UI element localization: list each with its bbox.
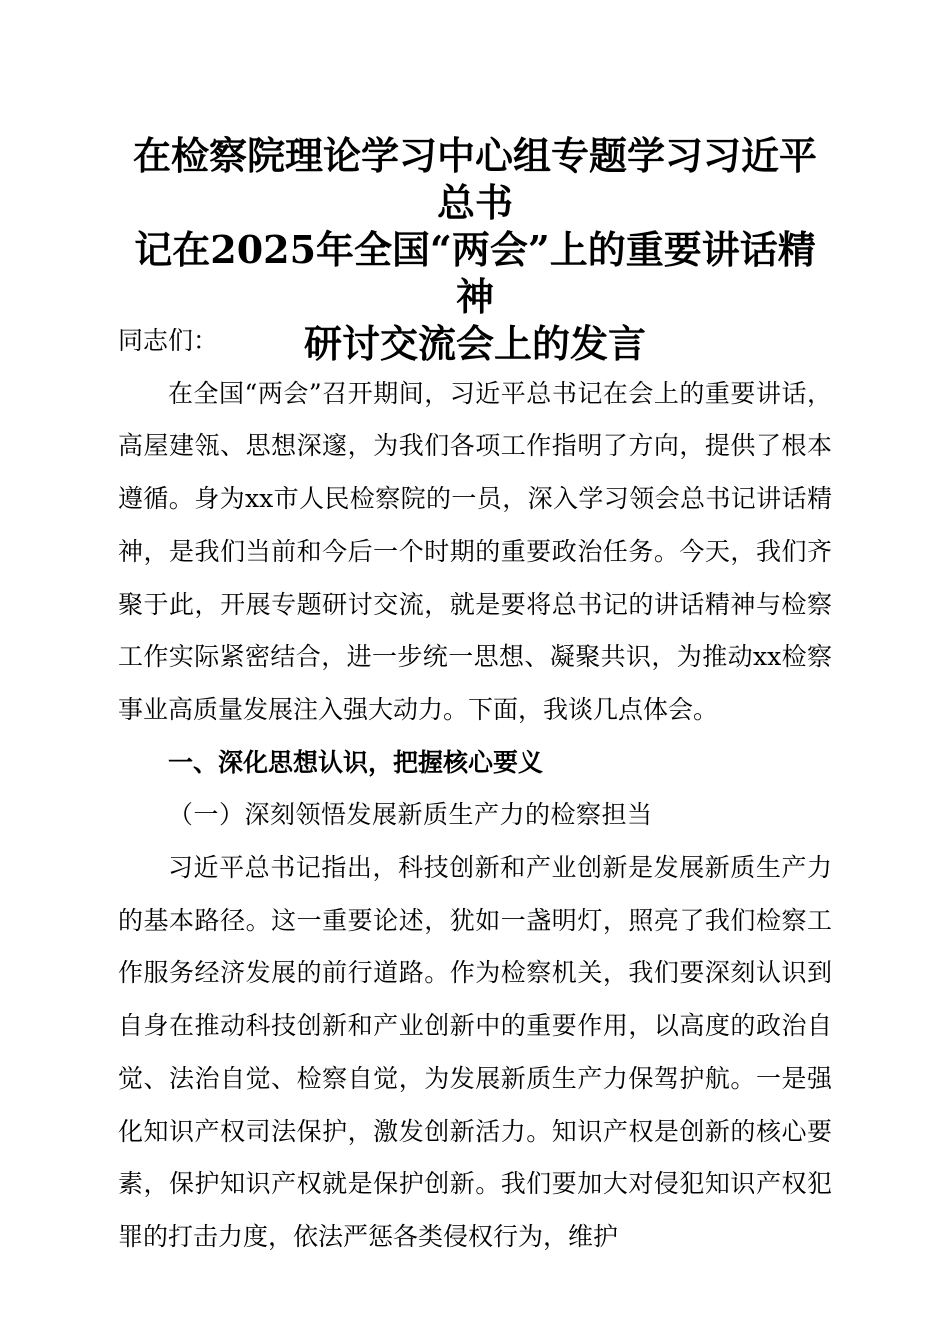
section-heading: 一、深化思想认识，把握核心要义 <box>168 747 544 777</box>
body-paragraph: 习近平总书记指出，科技创新和产业创新是发展新质生产力的基本路径。这一重要论述，犹如一盏明灯，照亮了我们检察工作服务经济发展的前行道路。作为检察机关，我们要深刻认识到自身在推动科技创新和产业创新中的重要作用，以高度的政治自觉、法治自觉、检察自觉，为发展新质生产力保驾护航。一是强化知识产权司法保护，激发创新活力。知识产权是创新的核心要素，保护知识产权就是保护创新。我们要加大对侵犯知识产权犯罪的打击力度，依法严惩各类侵权行为，维护 <box>118 853 832 1251</box>
document-body <box>118 315 832 1264</box>
document-title: 在检察院理论学习中心组专题学习习近平总书 记在2025年全国“两会”上的重要讲话精神 研讨交流会上的发言 <box>132 133 817 366</box>
intro-paragraph: 在全国“两会”召开期间，习近平总书记在会上的重要讲话，高屋建瓴、思想深邃，为我们各项工作指明了方向，提供了根本遵循。身为xx市人民检察院的一员，深入学习领会总书记讲话精神，是我们当前和今后一个时期的重要政治任务。今天，我们齐聚于此，开展专题研讨交流，就是要将总书记的讲话精神与检察工作实际紧密结合，进一步统一思想、凝聚共识，为推动xx检察事业高质量发展注入强大动力。下面，我谈几点体会。 <box>118 378 832 724</box>
subsection-heading: （一）深刻领悟发展新质生产力的检察担当 <box>168 800 653 830</box>
salutation: 同志们： <box>118 326 219 355</box>
